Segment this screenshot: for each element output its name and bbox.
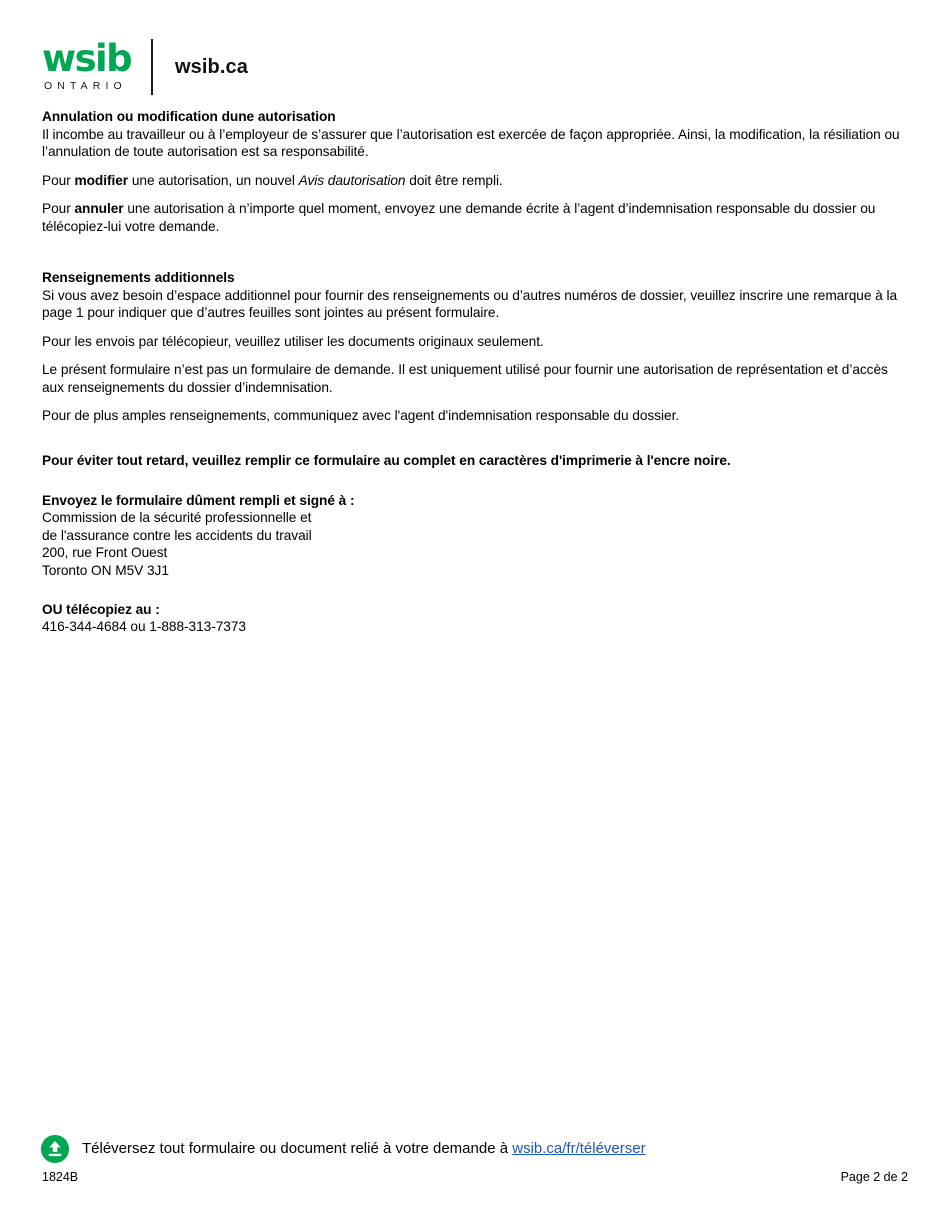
fax-instructions-heading: OU télécopiez au : [42,601,160,617]
footer-page-number: Page 2 de 2 [840,1170,908,1184]
text-prefix: Pour [42,172,75,188]
address-line: Toronto ON M5V 3J1 [42,562,169,578]
page-header [42,38,248,96]
logo-divider [151,39,153,95]
footer-upload-label: Téléversez tout formulaire ou document relié à votre demande à [82,1140,513,1157]
paragraph-telecopieur: Pour les envois par télécopieur, veuillez utiliser les documents originaux seulement. [42,333,544,349]
address-line: 200, rue Front Ouest [42,545,168,561]
wsib-logo-region: ONTARIO [44,80,127,92]
footer-upload-banner [40,1134,646,1164]
fax-spacer [42,579,910,601]
fax-numbers: 416-344-4684 ou 1-888-313-7373 [42,619,246,635]
address-line: de l'assurance contre les accidents du travail [42,527,312,543]
upload-circle-icon [40,1134,70,1164]
wsib-website-label: wsib.ca [174,55,248,78]
section-heading-renseignements: Renseignements additionnels [42,270,235,286]
paragraph-espace-additionnel: Si vous avez besoin d’espace additionnel pour fournir des renseignements ou d’autres numéros de dossier, veuillez inscrire une remarque à la page 1 pour indiquer que d’autres feuilles sont jointes au présent formulaire. [42,288,898,321]
text-suffix: une autorisation à n’importe quel moment, envoyez une demande écrite à l’agent d’indemnisation responsable du dossier ou télécopiez-lui votre demande. [42,201,876,234]
footer-form-id: 1824B [42,1170,79,1184]
paragraph-amples-renseignements: Pour de plus amples renseignements, communiquez avec l'agent d'indemnisation responsable du dossier. [42,408,680,424]
section-spacer [42,424,910,452]
section-renseignements [42,269,910,424]
paragraph-annuler [42,200,910,235]
notice-spacer [42,470,910,492]
text-italic-avis: Avis dautorisation [298,172,406,188]
text-suffix: doit être rempli. [405,172,503,188]
footer-upload-text [82,1140,646,1158]
section-annulation [42,108,910,235]
footer-upload-link[interactable]: wsib.ca/fr/téléverser [512,1140,646,1157]
wsib-logo [42,37,131,93]
paragraph-modifier [42,172,910,189]
section-submission [42,452,910,635]
address-line: Commission de la sécurité professionnelle et [42,510,312,526]
document-body [42,108,910,636]
wsib-logo-wordmark: wsib [42,37,131,80]
notice-print-black-ink: Pour éviter tout retard, veuillez remplir ce formulaire au complet en caractères d'imprimerie à l'encre noire. [42,453,731,469]
paragraph-non-demande: Le présent formulaire n’est pas un formulaire de demande. Il est uniquement utilisé pour fournir une autorisation de représentation et d’accès aux renseignements du dossier d’indemnisation. [42,362,888,395]
text-prefix: Pour [42,201,75,217]
mail-instructions-heading: Envoyez le formulaire dûment rempli et signé à : [42,492,355,508]
text-middle: une autorisation, un nouvel [128,172,299,188]
paragraph-responsabilite: Il incombe au travailleur ou à l’employeur de s’assurer que l’autorisation est exercée de façon appropriée. Ainsi, la modification, la résiliation ou l’annulation de toute autorisation est sa responsabilité. [42,127,900,160]
text-bold-annuler: annuler [74,201,124,217]
section-heading-annulation: Annulation ou modification dune autorisation [42,109,336,124]
text-bold-modifier: modifier [74,172,129,188]
section-spacer [42,235,910,269]
